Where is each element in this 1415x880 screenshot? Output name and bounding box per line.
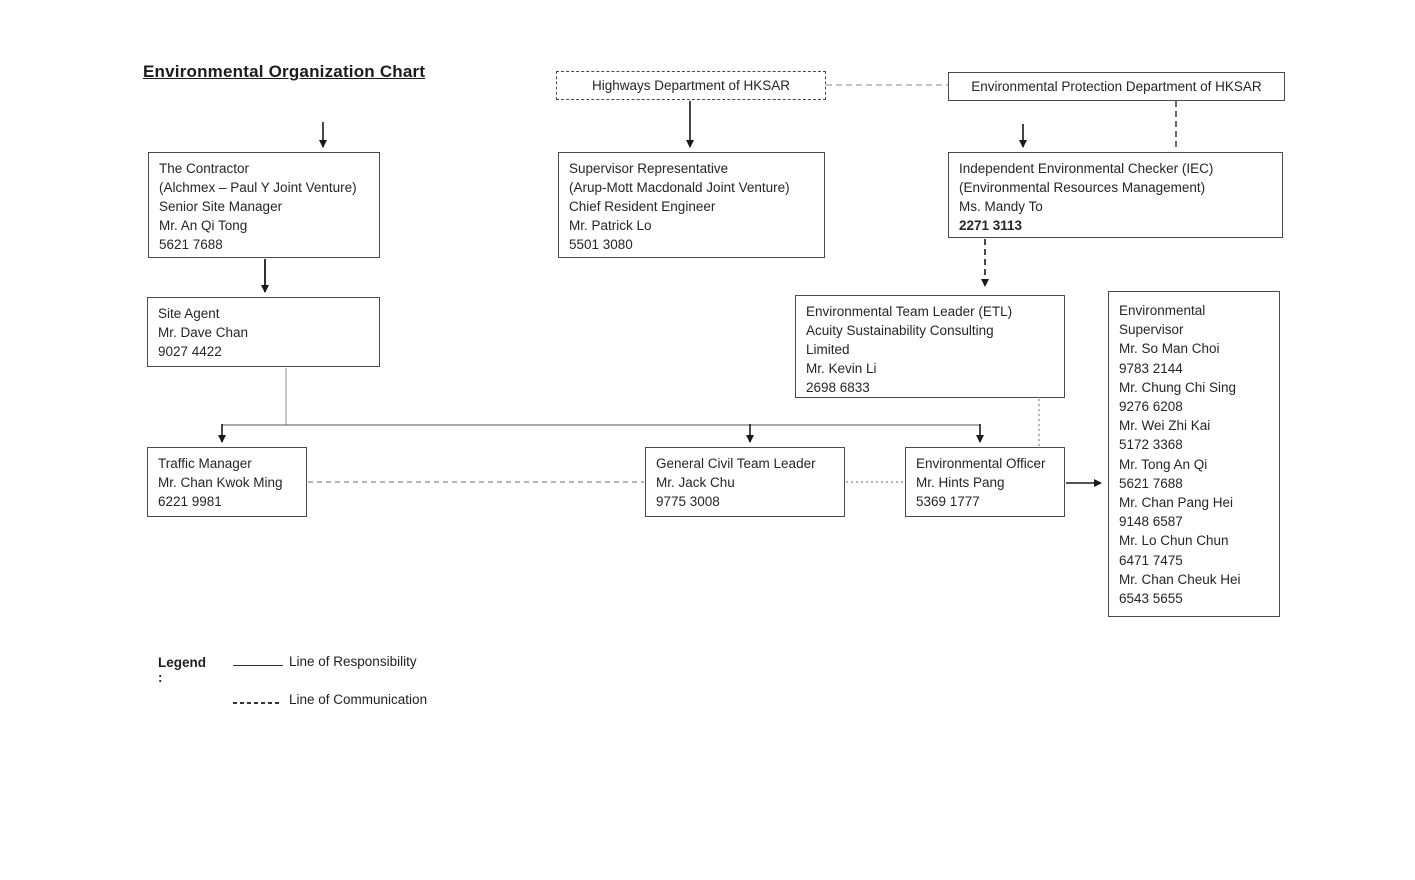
box-text-line: Chief Resident Engineer — [569, 199, 716, 214]
highways-department-box — [556, 71, 826, 100]
box-text-line: 9148 6587 — [1119, 514, 1183, 530]
box-text-line: Ms. Mandy To — [959, 199, 1043, 214]
box-text-line: Environmental — [1119, 303, 1206, 318]
box-text-line: Mr. Kevin Li — [806, 361, 877, 376]
box-text-line: (Arup-Mott Macdonald Joint Venture) — [569, 180, 790, 195]
box-text-line: (Environmental Resources Management) — [959, 180, 1206, 195]
box-text-line: Site Agent — [158, 306, 220, 321]
box-text-line: The Contractor — [159, 161, 250, 176]
site-agent-box — [147, 297, 380, 367]
dashed-line-swatch — [233, 702, 280, 704]
box-text-line: Supervisor Representative — [569, 161, 729, 176]
box-text-line: Mr. Lo Chun Chun — [1119, 533, 1229, 549]
box-text-line: 6543 5655 — [1119, 591, 1183, 607]
box-text-line: Mr. Tong An Qi — [1119, 456, 1208, 472]
box-text-line: 9775 3008 — [656, 494, 720, 509]
environmental-team-leader-box — [795, 295, 1065, 398]
box-text-line: Supervisor — [1119, 322, 1184, 338]
box-text-line: Senior Site Manager — [159, 199, 283, 214]
contractor-box — [148, 152, 380, 258]
box-text-line: 9027 4422 — [158, 344, 222, 359]
box-text-line: Mr. Chan Kwok Ming — [158, 475, 283, 490]
traffic-manager-box — [147, 447, 307, 517]
legend-title: Legend : — [158, 655, 207, 685]
general-civil-team-leader-box — [645, 447, 845, 517]
page-title: Environmental Organization Chart — [143, 62, 426, 81]
box-text-line: Mr. Chan Cheuk Hei — [1119, 571, 1241, 587]
box-text-line: 5621 7688 — [159, 237, 223, 252]
box-text-line: Traffic Manager — [158, 456, 252, 471]
box-text-line: 6471 7475 — [1119, 552, 1183, 568]
environmental-supervisor-box — [1108, 291, 1280, 617]
box-text-line: 5172 3368 — [1119, 437, 1183, 453]
box-text-line: Mr. Chan Pang Hei — [1119, 495, 1234, 511]
box-text-line: Highways Department of HKSAR — [591, 78, 791, 93]
box-text-line: Limited — [806, 342, 850, 357]
box-text-line: Environmental Officer — [916, 456, 1046, 471]
legend-item-label: Line of Responsibility — [289, 654, 417, 669]
box-text-line: 5369 1777 — [916, 494, 980, 509]
box-text-line: Mr. Wei Zhi Kai — [1119, 418, 1211, 434]
solid-line-swatch — [233, 665, 283, 666]
box-text-line: Mr. Jack Chu — [656, 475, 735, 490]
legend-item-communication — [233, 690, 553, 710]
box-text-line: Mr. So Man Choi — [1119, 341, 1220, 357]
box-text-line: Environmental Protection Department of HKSAR — [971, 79, 1262, 94]
box-text-line: Environmental Team Leader (ETL) — [806, 304, 1013, 319]
box-text-line: 5621 7688 — [1119, 475, 1183, 491]
box-text-line: Acuity Sustainability Consulting — [806, 323, 994, 338]
box-text-line: Mr. An Qi Tong — [159, 218, 248, 233]
box-text-line: 9276 6208 — [1119, 399, 1183, 415]
environmental-protection-department-box — [948, 72, 1285, 101]
box-text-line: 9783 2144 — [1119, 360, 1183, 376]
legend-item-label: Line of Communication — [289, 692, 428, 707]
box-text-line: Independent Environmental Checker (IEC) — [959, 161, 1214, 176]
box-text-line: Mr. Patrick Lo — [569, 218, 652, 233]
box-text-line: 6221 9981 — [158, 494, 222, 509]
box-text-line: (Alchmex – Paul Y Joint Venture) — [159, 180, 357, 195]
box-text-line: Mr. Hints Pang — [916, 475, 1005, 490]
supervisor-representative-box — [558, 152, 825, 258]
box-text-line: Mr. Dave Chan — [158, 325, 249, 340]
box-text-line: Mr. Chung Chi Sing — [1119, 379, 1237, 395]
box-text-line: 2271 3113 — [959, 218, 1023, 233]
box-text-line: General Civil Team Leader — [656, 456, 816, 471]
box-text-line: 2698 6833 — [806, 380, 870, 395]
environmental-officer-box — [905, 447, 1065, 517]
independent-environmental-checker-box — [948, 152, 1283, 238]
legend-item-responsibility — [233, 652, 553, 672]
box-text-line: 5501 3080 — [569, 237, 633, 252]
